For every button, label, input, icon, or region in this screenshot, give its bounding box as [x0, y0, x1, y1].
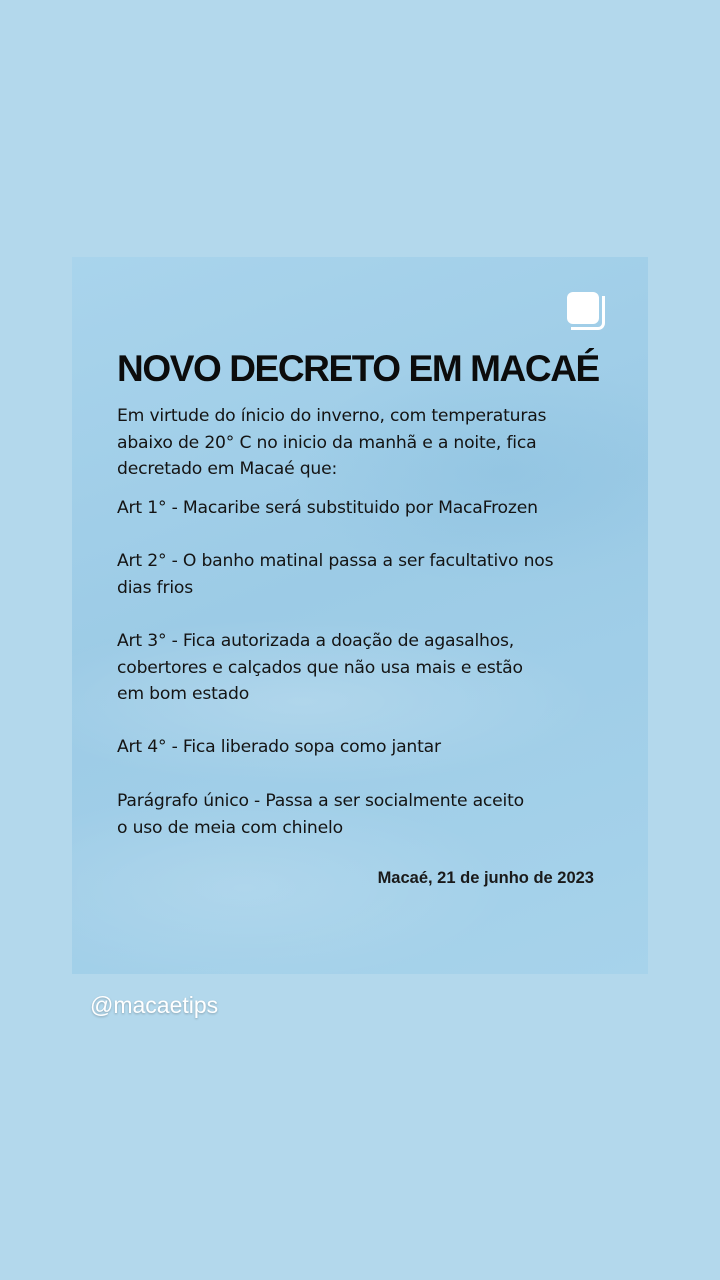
article-2: [117, 548, 617, 601]
article-line: cobertores e calçados que não usa mais e estão: [117, 657, 523, 678]
shared-post-card[interactable]: [72, 257, 648, 974]
intro-line: Em virtude do ínicio do inverno, com temperaturas: [117, 406, 547, 426]
post-date: Macaé, 21 de junho de 2023: [377, 869, 594, 887]
post-title: NOVO DECRETO EM MACAÉ: [117, 348, 599, 389]
article-line: Parágrafo único - Passa a ser socialmente aceito: [117, 791, 524, 811]
intro-line: decretado em Macaé que:: [117, 459, 338, 480]
article-4: [117, 734, 617, 761]
article-line: Art 4° - Fica liberado sopa como jantar: [117, 737, 441, 757]
multiple-posts-icon: [567, 292, 611, 336]
intro-line: abaixo de 20° C no inicio da manhã e a noite, fica: [117, 432, 537, 453]
article-line: Art 3° - Fica autorizada a doação de agasalhos,: [117, 631, 515, 651]
article-line: o uso de meia com chinelo: [117, 817, 343, 838]
article-line: em bom estado: [117, 684, 250, 705]
article-3: [117, 628, 617, 708]
sole-paragraph: [117, 788, 617, 841]
mention-sticker[interactable]: @macaetips: [90, 992, 219, 1018]
article-line: dias frios: [117, 577, 193, 598]
post-intro: [117, 403, 617, 483]
article-line: Art 2° - O banho matinal passa a ser facultativo nos: [117, 551, 554, 571]
article-line: Art 1° - Macaribe será substituido por MacaFrozen: [117, 498, 538, 518]
article-1: [117, 495, 617, 522]
